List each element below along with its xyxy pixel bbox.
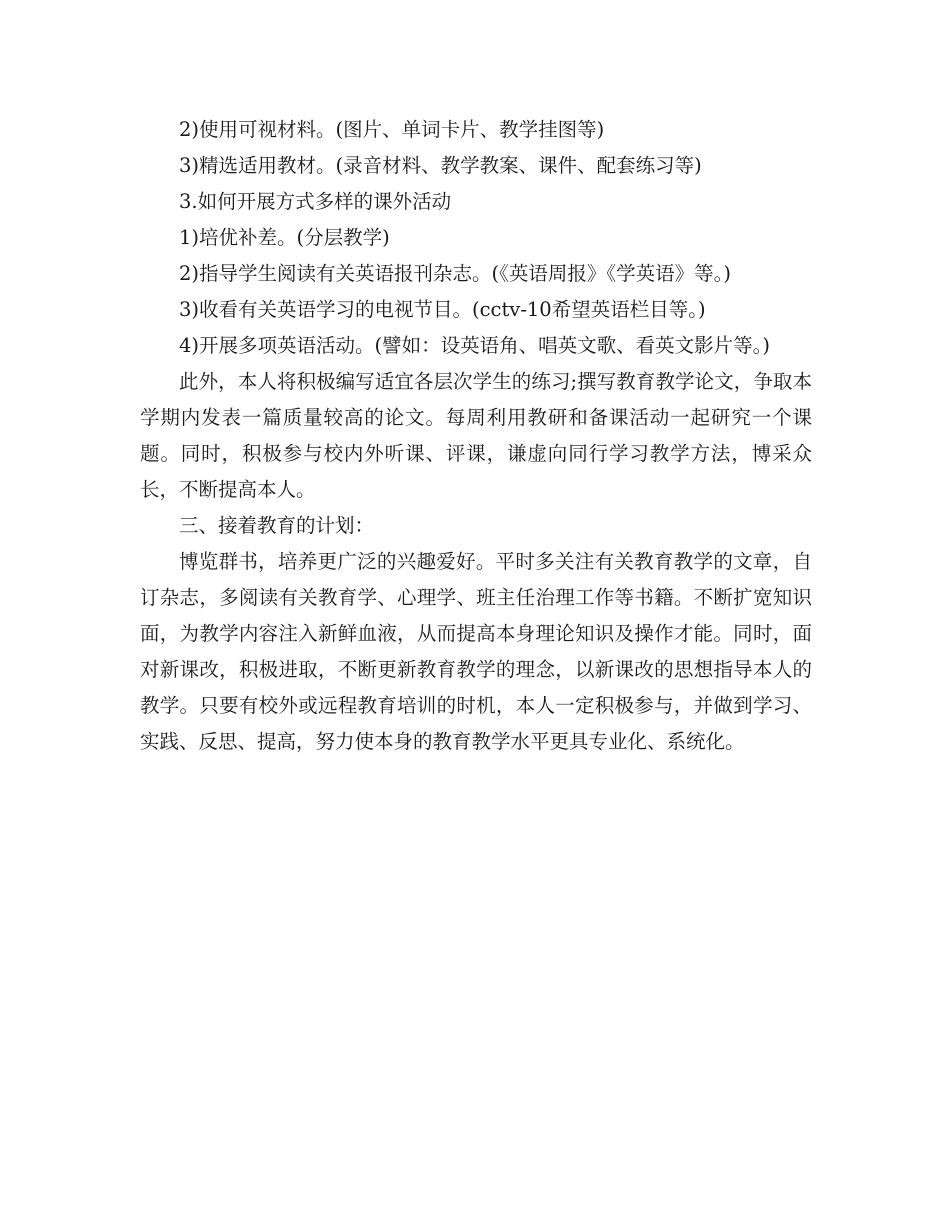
document-body <box>140 112 812 760</box>
section-heading-continuing-education: 三、接着教育的计划： <box>179 514 375 537</box>
section-heading-extracurricular: 3.如何开展方式多样的课外活动 <box>179 190 452 213</box>
list-item-tiered-teaching: 1)培优补差。(分层教学) <box>179 226 390 249</box>
list-item-visual-materials: 2)使用可视材料。(图片、单词卡片、教学挂图等) <box>179 118 605 141</box>
list-item-english-activities: 4)开展多项英语活动。(譬如：设英语角、唱英文歌、看英文影片等。) <box>179 334 770 357</box>
paragraph-research-plan: 此外，本人将积极编写适宜各层次学生的练习;撰写教育教学论文，争取本学期内发表一篇质量较高的论文。每周利用教研和备课活动一起研究一个课题。同时，积极参与校内外听课、评课，谦虚向同行学习教学方法，博采众长，不断提高本人。 <box>140 370 812 501</box>
list-item-reading-periodicals: 2)指导学生阅读有关英语报刊杂志。(《英语周报》《学英语》等。) <box>179 262 731 285</box>
list-item-teaching-materials: 3)精选适用教材。(录音材料、教学教案、课件、配套练习等) <box>179 154 702 177</box>
paragraph-continuing-education: 博览群书，培养更广泛的兴趣爱好。平时多关注有关教育教学的文章，自订杂志，多阅读有关教育学、心理学、班主任治理工作等书籍。不断扩宽知识面，为教学内容注入新鲜血液，从而提高本身理论知识及操作才能。同时，面对新课改，积极进取，不断更新教育教学的理念，以新课改的思想指导本人的教学。只要有校外或远程教育培训的时机，本人一定积极参与，并做到学习、实践、反思、提高，努力使本身的教育教学水平更具专业化、系统化。 <box>140 550 812 753</box>
list-item-tv-programs: 3)收看有关英语学习的电视节目。(cctv-10希望英语栏目等。) <box>179 298 706 321</box>
